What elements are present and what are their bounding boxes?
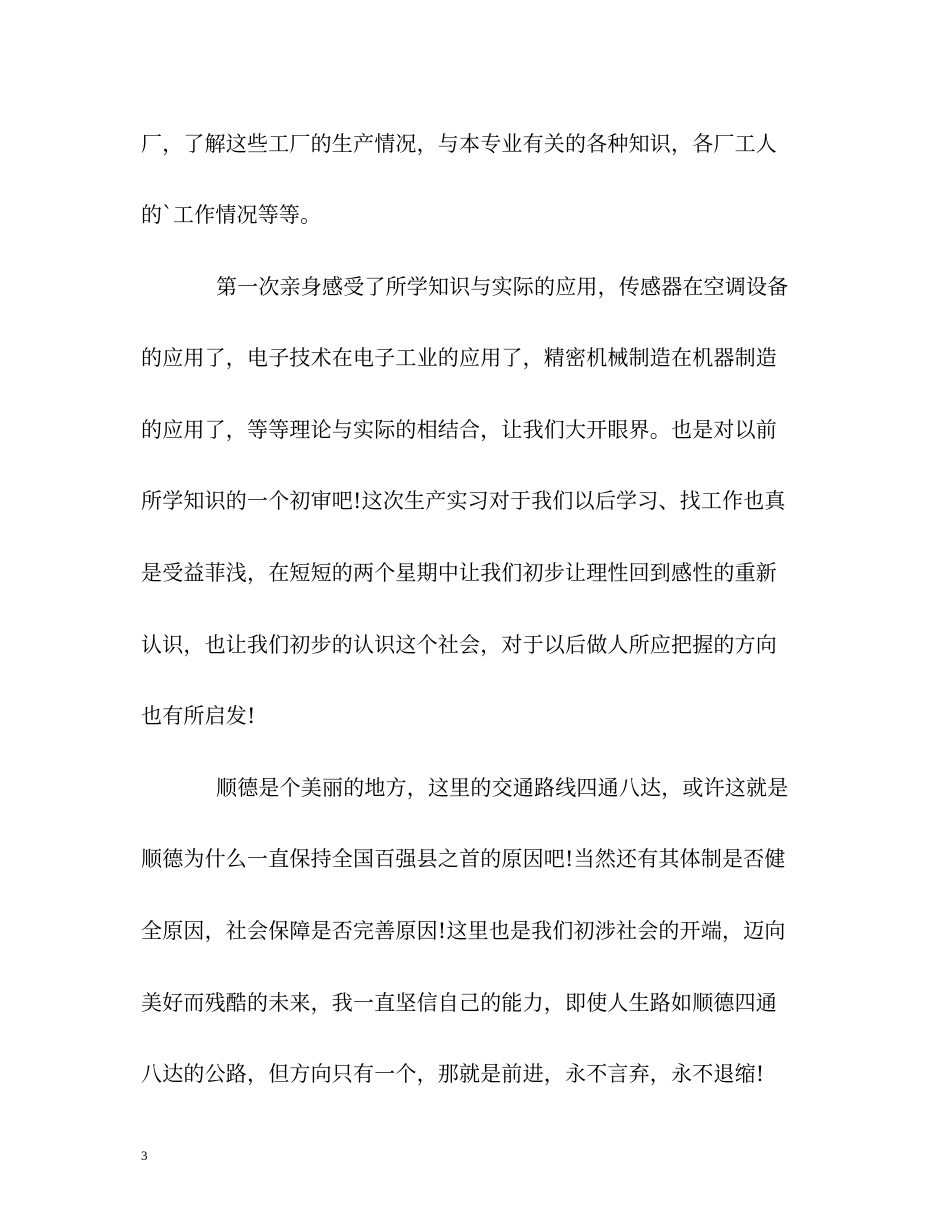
text-line: 所学知识的一个初审吧!这次生产实习对于我们以后学习、找工作也真 xyxy=(141,489,786,513)
text-line: 八达的公路，但方向只有一个，那就是前进，永不言弃，永不退缩! xyxy=(141,1062,765,1086)
text-line: 的应用了，电子技术在电子工业的应用了，精密机械制造在机器制造 xyxy=(141,346,777,370)
text-line: 的应用了，等等理论与实际的相结合，让我们大开眼界。也是对以前 xyxy=(141,418,777,442)
text-line: 是受益菲浅，在短短的两个星期中让我们初步让理性回到感性的重新 xyxy=(141,561,777,585)
text-line: 顺德为什么一直保持全国百强县之首的原因吧!当然还有其体制是否健 xyxy=(141,847,786,871)
text-line: 也有所启发! xyxy=(141,704,256,728)
text-line: 认识，也让我们初步的认识这个社会，对于以后做人所应把握的方向 xyxy=(141,633,777,657)
text-line: 第一次亲身感受了所学知识与实际的应用，传感器在空调设备 xyxy=(216,275,789,299)
text-line: 美好而残酷的未来，我一直坚信自己的能力，即使人生路如顺德四通 xyxy=(141,991,777,1015)
page-number: 3 xyxy=(141,1148,148,1163)
text-line: 全原因，社会保障是否完善原因!这里也是我们初涉社会的开端，迈向 xyxy=(141,919,786,943)
text-line: 厂，了解这些工厂的生产情况，与本专业有关的各种知识，各厂工人 xyxy=(141,132,777,156)
text-line: 顺德是个美丽的地方，这里的交通路线四通八达，或许这就是 xyxy=(216,776,789,800)
text-line: 的`工作情况等等。 xyxy=(141,203,322,227)
